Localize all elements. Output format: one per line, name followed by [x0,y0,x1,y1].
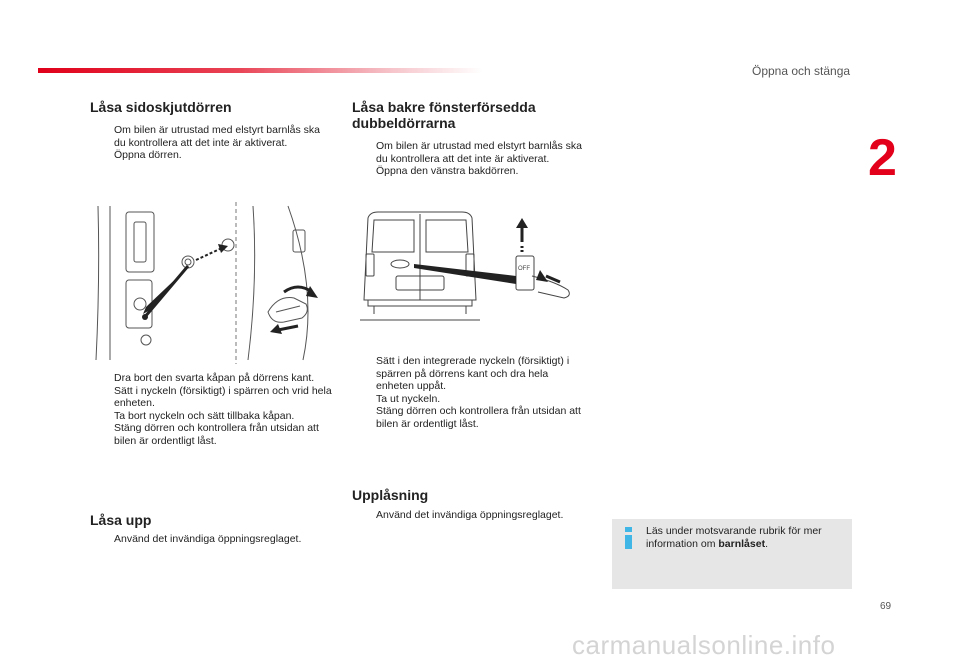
list-item: Ta ut nyckeln. [376,392,441,405]
list-item: Öppna den vänstra bakdörren. [376,165,519,177]
list-item: Sätt i nyckeln (försiktigt) i spärren och vrid hela enheten. [114,384,332,409]
info-text: Läs under motsvarande rubrik för mer information om barnlåset. [646,525,822,550]
right-unlock-list [352,509,592,522]
list-item: Använd det invändiga öppningsreglaget. [114,533,302,545]
list-item: Sätt i den integrerade nyckeln (försiktigt) i spärren på dörrens kant och dra hela enheten uppåt. [376,355,570,392]
list-item: Använd det invändiga öppningsreglaget. [376,509,564,521]
section-title-lock-sliding-door: Låsa sidoskjutdörren [90,99,232,115]
list-item: Stäng dörren och kontrollera från utsidan att bilen är ordentligt låst. [376,405,581,430]
rear-doors-lock-illustration [356,208,586,328]
right-intro-list [352,140,584,178]
section-title-unlock: Låsa upp [90,512,152,528]
list-item: Dra bort den svarta kåpan på dörrens kant. [114,372,315,384]
header-accent-bar [38,68,483,73]
left-intro-list [90,124,330,162]
watermark: carmanualsonline.info [572,630,836,660]
info-box [612,519,852,589]
right-steps-list [352,355,584,430]
section-title-unlocking: Upplåsning [352,487,429,503]
chapter-number: 2 [868,129,897,187]
list-item: Om bilen är utrustad med elstyrt barnlås ska du kontrollera att det inte är aktiverat. [114,124,321,149]
page-number: 69 [880,601,892,612]
info-bold-term: barnlåset [718,538,766,550]
off-label: OFF [518,266,530,272]
list-item: Ta bort nyckeln och sätt tillbaka kåpan. [114,409,295,422]
list-item: Om bilen är utrustad med elstyrt barnlås ska du kontrollera att det inte är aktiverat. [376,140,583,165]
list-item: Öppna dörren. [114,149,182,161]
chapter-title: Öppna och stänga [752,64,851,78]
left-unlock-list [90,533,330,546]
section-title-lock-rear-doors: Låsa bakre fönsterförsedda dubbeldörrarna [352,99,536,131]
sliding-door-lock-illustration [88,200,333,366]
left-steps-list [90,372,334,447]
list-item: Stäng dörren och kontrollera från utsidan att bilen är ordentligt låst. [114,422,319,447]
info-icon [622,527,636,549]
